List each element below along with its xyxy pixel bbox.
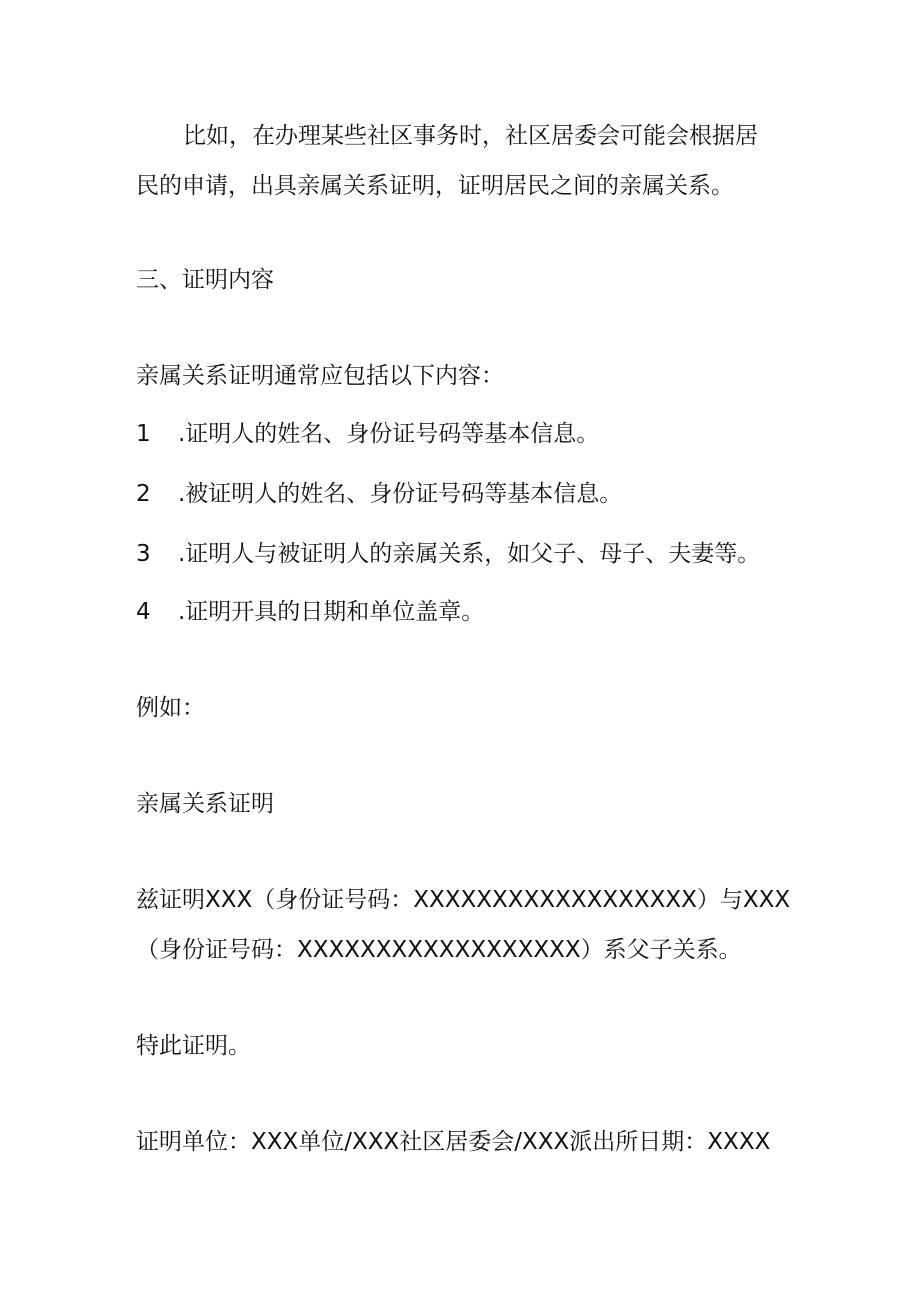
list-item-text: .证明人与被证明人的亲属关系，如父子、母子、夫妻等。: [178, 541, 761, 567]
list-item-text: .被证明人的姓名、身份证号码等基本信息。: [178, 481, 623, 507]
section-heading: 三、证明内容: [136, 267, 274, 293]
example-label: 例如：: [136, 695, 205, 721]
list-item-number: 3: [136, 541, 151, 567]
closing-text: 特此证明。: [136, 1033, 251, 1059]
list-item-text: .证明人的姓名、身份证号码等基本信息。: [178, 421, 600, 447]
paragraph-line-2: 民的申请，出具亲属关系证明，证明居民之间的亲属关系。: [136, 173, 734, 199]
certificate-title: 亲属关系证明: [136, 791, 274, 817]
list-item-number: 1: [136, 421, 151, 447]
list-item-2: [136, 479, 622, 509]
issuer-line: 证明单位：XXX单位/XXX社区居委会/XXX派出所日期：XXXX: [136, 1129, 771, 1155]
list-item-4: [136, 597, 484, 627]
list-item-number: 4: [136, 599, 151, 625]
list-item-number: 2: [136, 481, 151, 507]
list-item-3: [136, 539, 760, 569]
certificate-body-line-2: （身份证号码：XXXXXXXXXXXXXXXXXX）系父子关系。: [136, 937, 742, 963]
paragraph-line-1: 比如，在办理某些社区事务时，社区居委会可能会根据居: [183, 123, 758, 149]
list-item-1: [136, 419, 599, 449]
list-item-text: .证明开具的日期和单位盖章。: [178, 599, 485, 625]
certificate-body-line-1: 兹证明XXX（身份证号码：XXXXXXXXXXXXXXXXXX）与XXX: [136, 887, 791, 913]
intro-text: 亲属关系证明通常应包括以下内容：: [136, 363, 504, 389]
